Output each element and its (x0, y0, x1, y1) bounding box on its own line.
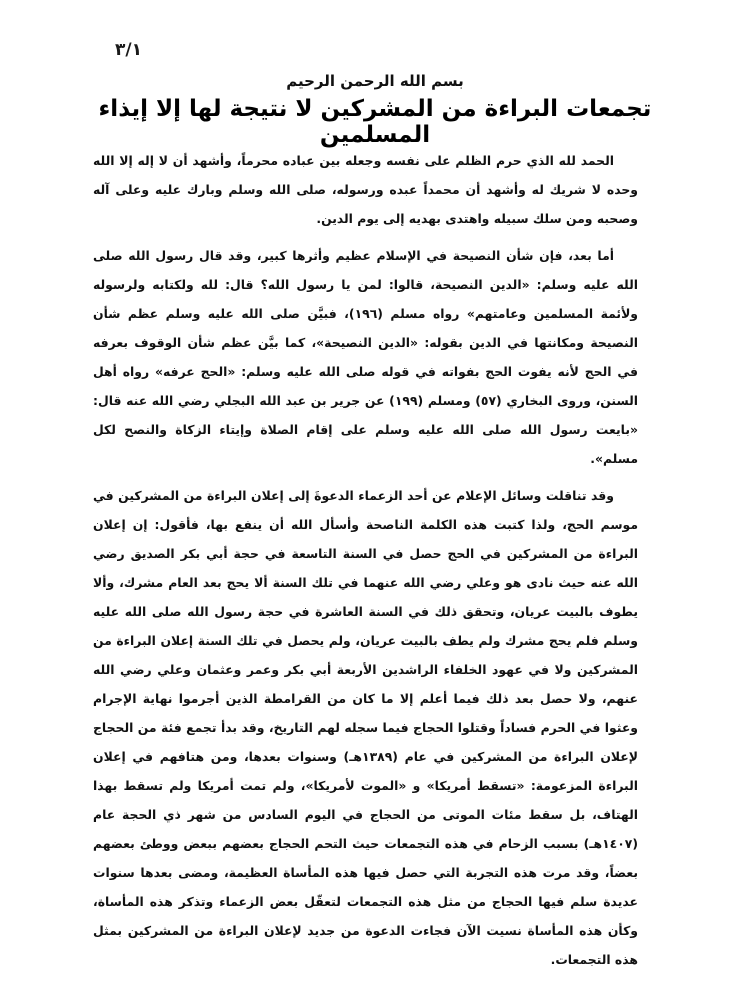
basmala-heading: بسم الله الرحمن الرحيم (286, 72, 464, 90)
paragraph-main: وقد تناقلت وسائل الإعلام عن أحد الزعماء الدعوةَ إلى إعلان البراءة من المشركين في موسم الحج، ولذا كتبت هذه الكلمة الناصحة وأسأل الله أن ينفع بها، فأقول: إن إعلان البراءة من المشركين في الحج حصل في السنة التاسعة في حجة أبي بكر الصديق رضي الله عنه حيث نادى هو وعلي رضي الله عنهما في تلك السنة ألا يحج بعد العام مشرك، وألا يطوف بالبيت عريان، وتحقق ذلك في السنة العاشرة في حجة رسول الله صلى الله عليه وسلم فلم يحج مشرك ولم يطف بالبيت عريان، ولم يحصل في تلك السنة إعلان البراءة من المشركين ولا في عهود الخلفاء الراشدين الأربعة أبي بكر وعمر وعثمان وعلي رضي الله عنهم، ولا حصل بعد ذلك فيما أعلم إلا ما كان من القرامطة الذين أجرموا نهاية الإجرام وعثوا في الحرم فساداً وقتلوا الحجاج فيما سجله لهم التاريخ، وقد بدأ تجمع فئة من الحجاج لإعلان البراءة من المشركين في عام (١٣٨٩هـ) وسنوات بعدها، ومن هتافهم في إعلان البراءة المزعومة: «تسقط أمريكا» و «الموت لأمريكا»، ولم تمت أمريكا ولم تسقط بهذا الهتاف، بل سقط مئات الموتى من الحجاج في اليوم السادس من شهر ذي الحجة عام (١٤٠٧هـ) بسبب الزحام في هذه التجمعات حيث التحم الحجاج بعضهم ببعض ووطئ بعضهم بعضاً، وقد مرت هذه التجربة التي حصل فيها هذه المأساة العظيمة، ومضى بعدها سنوات عديدة سلم فيها الحجاج من مثل هذه التجمعات لتعقّل بعض الزعماء وتذكر هذه المأساة، وكأن هذه المأساة نسيت الآن فجاءت الدعوة من جديد لإعلان البراءة من المشركين بمثل هذه التجمعات. (93, 488, 638, 967)
paragraph-advice: أما بعد، فإن شأن النصيحة في الإسلام عظيم وأثرها كبير، وقد قال رسول الله صلى الله عليه وسلم: «الدين النصيحة، قالوا: لمن يا رسول الله؟ قال: لله ولكتابه ولرسوله ولأئمة المسلمين وعامتهم» رواه مسلم (١٩٦)، فبيَّن صلى الله عليه وسلم عظم شأن النصيحة ومكانتها في الدين بقوله: «الدين النصيحة»، كما بيَّن عظم شأن الوقوف بعرفه في الحج لأنه يفوت الحج بفواته في قوله صلى الله عليه وسلم: «الحج عرفه» رواه أهل السنن، وروى البخاري (٥٧) ومسلم (١٩٩) عن جرير بن عبد الله البجلي رضي الله عنه قال: «بايعت رسول الله صلى الله عليه وسلم على إقام الصلاة وإيتاء الزكاة والنصح لكل مسلم». (93, 248, 639, 466)
paragraph-opening: الحمد لله الذي حرم الظلم على نفسه وجعله بين عباده محرماً، وأشهد أن لا إله إلا الله وحده لا شريك له وأشهد أن محمداً عبده ورسوله، صلى الله وسلم وبارك عليه وعلى آله وصحبه ومن سلك سبيله واهتدى بهديه إلى يوم الدين. (93, 153, 638, 226)
page-number: ٣/١ (115, 40, 142, 60)
document-body (93, 146, 638, 984)
document-title: تجمعات البراءة من المشركين لا نتيجة لها إلا إيذاء المسلمين (98, 96, 652, 148)
